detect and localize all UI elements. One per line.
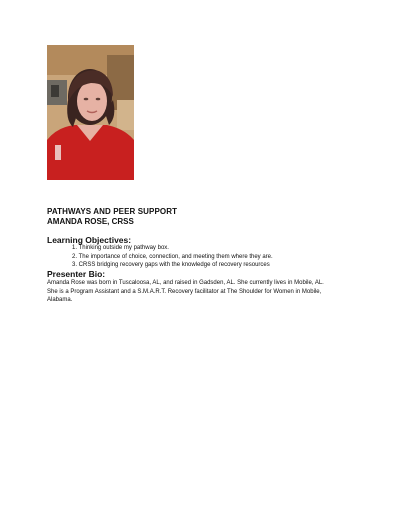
presenter-portrait-image xyxy=(47,45,134,180)
bio-line: Alabama. xyxy=(47,297,73,303)
presenter-bio-heading: Presenter Bio: xyxy=(47,269,106,279)
learning-objectives-heading: Learning Objectives: xyxy=(47,235,132,245)
objective-item: 3. CRSS bridging recovery gaps with the knowledge of recovery resources xyxy=(72,262,270,268)
presenter-name: AMANDA ROSE, CRSS xyxy=(47,217,134,226)
bio-line: Amanda Rose was born in Tuscaloosa, AL, and raised in Gadsden, AL. She currently lives in Mobile, AL. xyxy=(47,280,324,286)
presenter-photo xyxy=(47,45,134,180)
learning-objectives-list xyxy=(72,244,273,270)
bio-line: She is a Program Assistant and a S.M.A.R.T. Recovery facilitator at The Shoulder for Women in Mobile, xyxy=(47,288,322,295)
objective-item: 1. Thinking outside my pathway box. xyxy=(72,245,169,251)
presenter-bio-text xyxy=(47,279,357,305)
objective-item: 2. The importance of choice, connection, and meeting them where they are. xyxy=(72,253,273,260)
session-title: PATHWAYS AND PEER SUPPORT xyxy=(47,207,178,216)
